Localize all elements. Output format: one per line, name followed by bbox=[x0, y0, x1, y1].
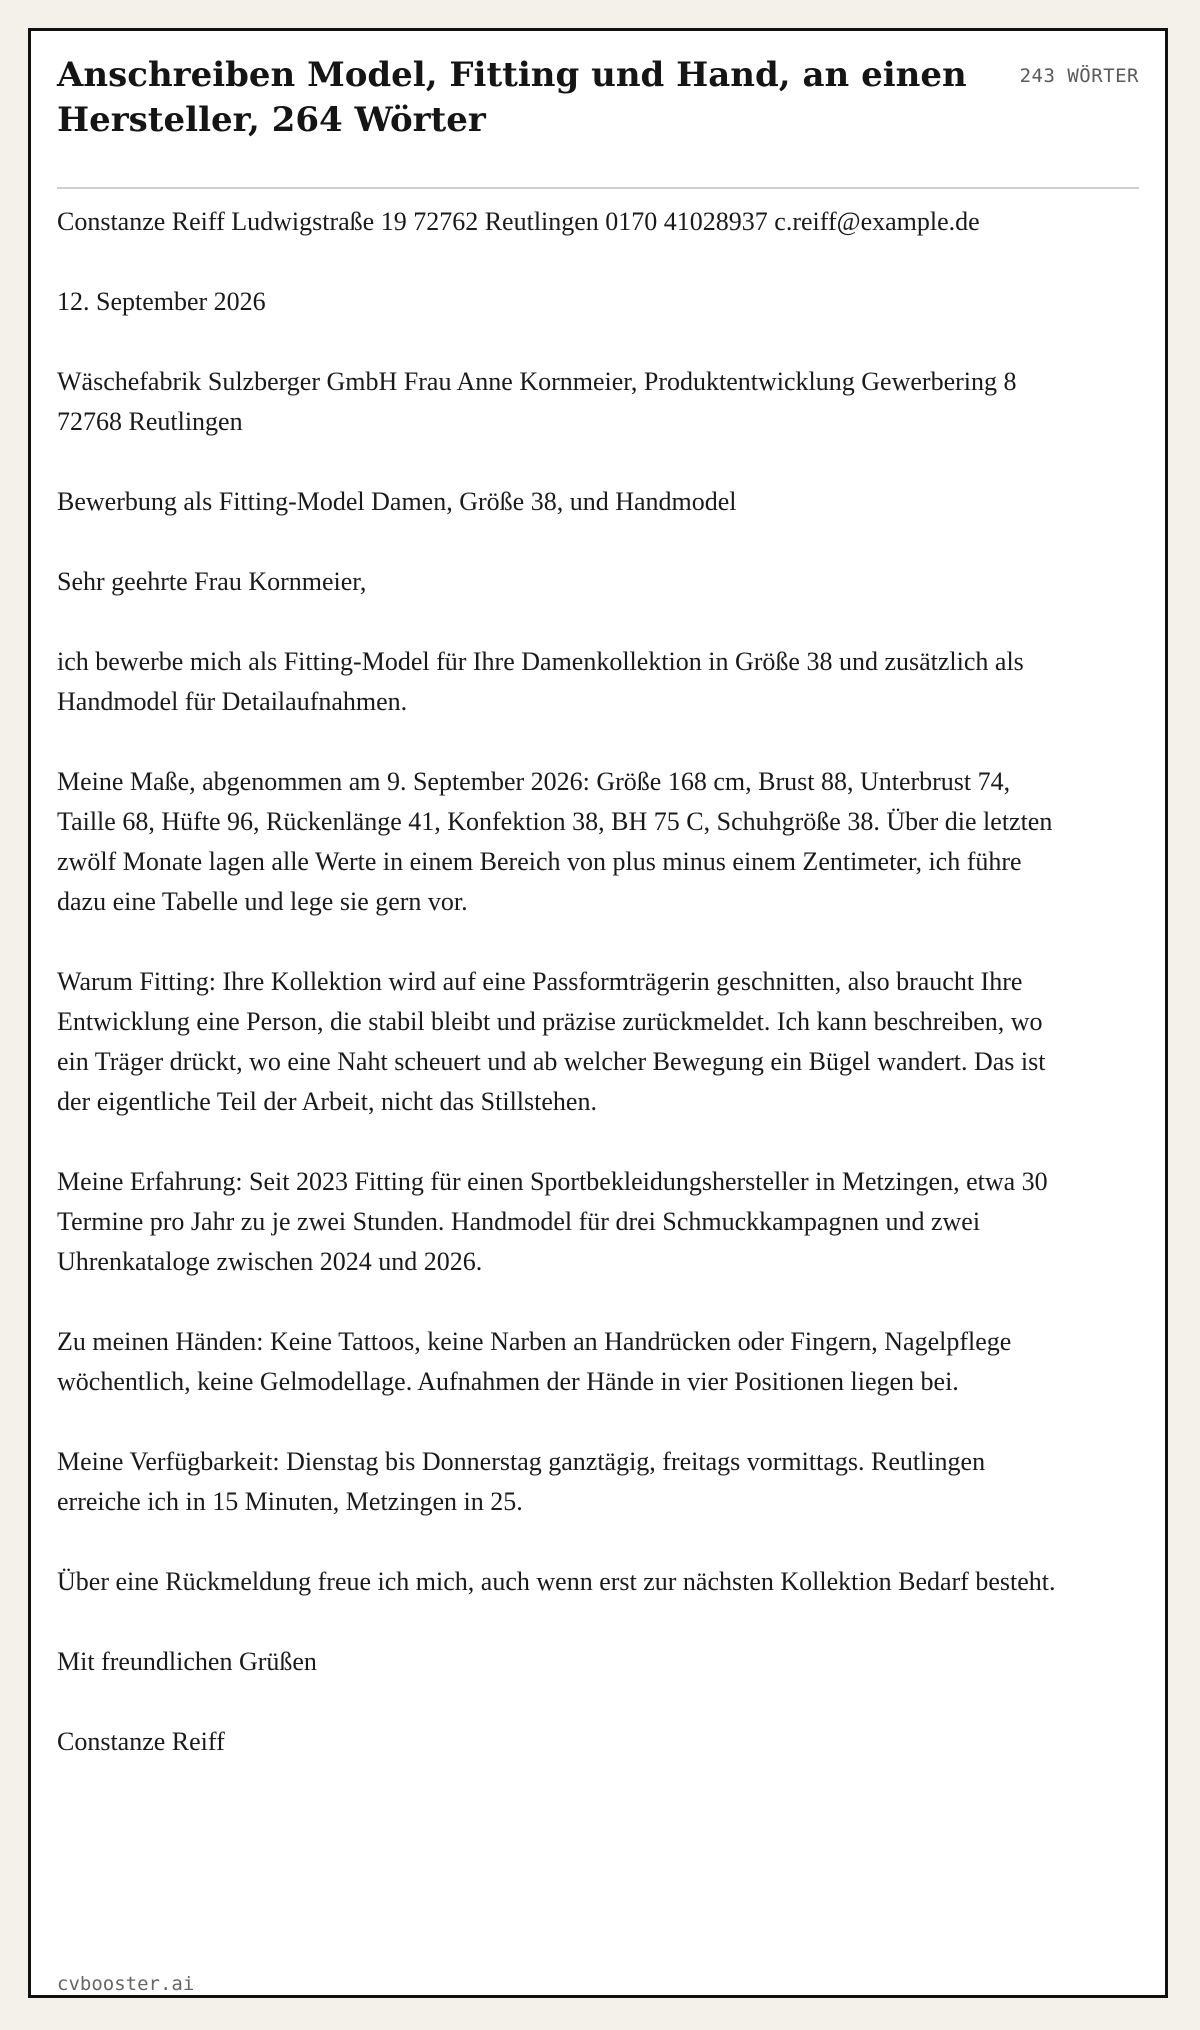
document-header bbox=[57, 53, 1139, 189]
letter-subject: Bewerbung als Fitting-Model Damen, Größe 38, und Handmodel bbox=[57, 487, 737, 516]
document-title: Anschreiben Model, Fitting und Hand, an einen Hersteller, 264 Wörter bbox=[57, 55, 967, 140]
availability-paragraph: Meine Verfügbarkeit: Dienstag bis Donnerstag ganztägig, freitags vormittags. Reutlingen erreiche ich in 15 Minuten, Metzingen in 25. bbox=[57, 1447, 986, 1516]
letter-body bbox=[57, 202, 1057, 1802]
experience-paragraph: Meine Erfahrung: Seit 2023 Fitting für einen Sportbekleidungshersteller in Metzingen, etwa 30 Termine pro Jahr zu je zwei Stunden. Handmodel für drei Schmuckkampagnen und zwei Uhrenkataloge zwischen 2024 und 2026. bbox=[57, 1167, 1048, 1276]
recipient-address: Wäschefabrik Sulzberger GmbH Frau Anne Kornmeier, Produktentwicklung Gewerbering 8 72768 Reutlingen bbox=[57, 367, 1017, 436]
hands-paragraph: Zu meinen Händen: Keine Tattoos, keine Narben an Handrücken oder Fingern, Nagelpflege wöchentlich, keine Gelmodellage. Aufnahmen der Hände in vier Positionen liegen bei. bbox=[57, 1327, 1012, 1396]
letter-closing: Mit freundlichen Grüßen bbox=[57, 1647, 317, 1676]
fitting-paragraph: Warum Fitting: Ihre Kollektion wird auf eine Passformträgerin geschnitten, also braucht Ihre Entwicklung eine Person, die stabil bleibt und präzise zurückmeldet. Ich kann beschreiben, wo ein Träger drückt, wo eine Naht scheuert und ab welcher Bewegung ein Bügel wandert. Das ist der eigentliche Teil der Arbeit, nicht das Stillstehen. bbox=[57, 967, 1046, 1116]
intro-paragraph: ich bewerbe mich als Fitting-Model für Ihre Damenkollektion in Größe 38 und zusätzlich als Handmodel für Detailaufnahmen. bbox=[57, 647, 1024, 716]
footer-brand: cvbooster.ai bbox=[57, 1973, 195, 1995]
measurements-paragraph: Meine Maße, abgenommen am 9. September 2026: Größe 168 cm, Brust 88, Unterbrust 74, Taille 68, Hüfte 96, Rückenlänge 41, Konfektion 38, BH 75 C, Schuhgröße 38. Über die letzten zwölf Monate lagen alle Werte in einem Bereich von plus minus einem Zentimeter, ich führe dazu eine Tabelle und lege sie gern vor. bbox=[57, 767, 1053, 916]
letter-date: 12. September 2026 bbox=[57, 287, 266, 316]
sender-address: Constanze Reiff Ludwigstraße 19 72762 Reutlingen 0170 41028937 c.reiff@example.de bbox=[57, 207, 980, 236]
closing-paragraph: Über eine Rückmeldung freue ich mich, auch wenn erst zur nächsten Kollektion Bedarf besteht. bbox=[57, 1567, 1056, 1596]
word-count-badge: 243 WÖRTER bbox=[1019, 65, 1139, 87]
signature-name: Constanze Reiff bbox=[57, 1727, 225, 1756]
letter-salutation: Sehr geehrte Frau Kornmeier, bbox=[57, 567, 367, 596]
document-card bbox=[28, 28, 1168, 1998]
